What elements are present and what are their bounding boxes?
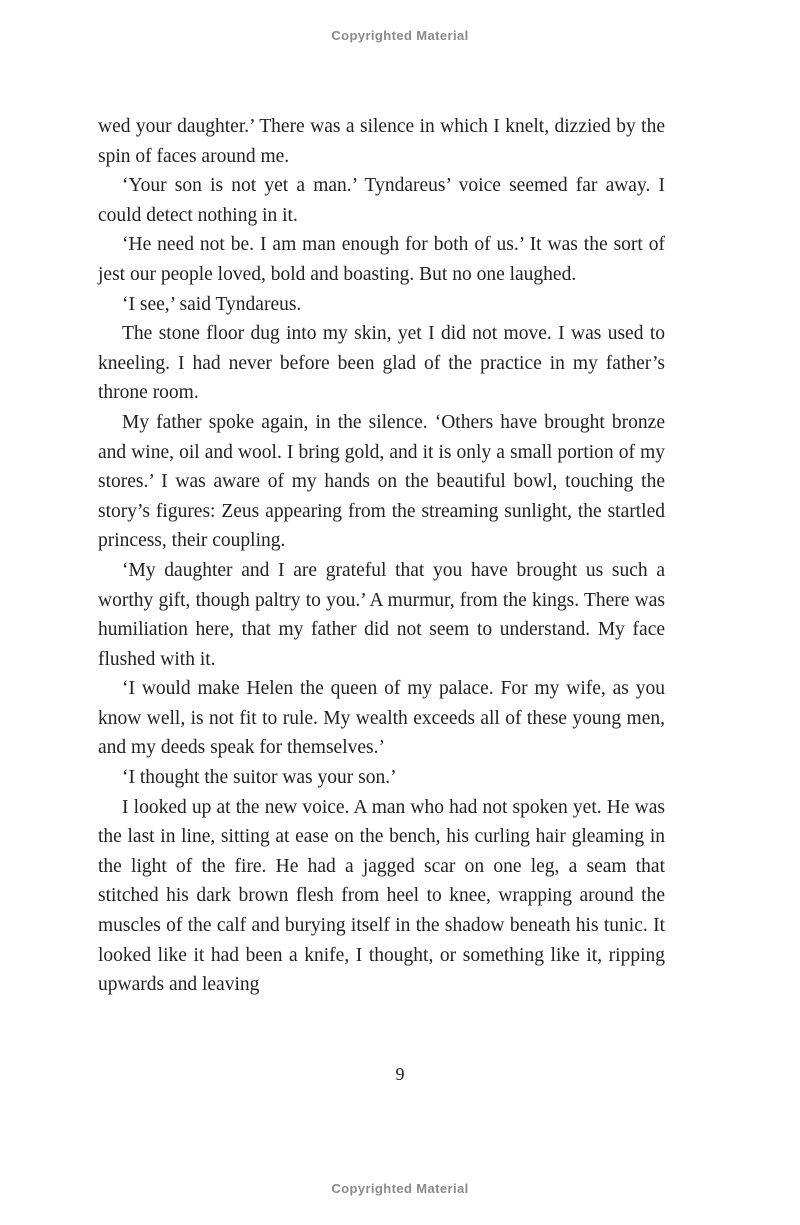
paragraph: ‘He need not be. I am man enough for both of us.’ It was the sort of jest our people loved, bold and boasting. But no one laughed. [98, 234, 665, 285]
paragraph: ‘My daughter and I are grateful that you have brought us such a worthy gift, though paltry to you.’ A murmur, from the kings. There was humiliation here, that my father did not seem to understand. My face flushed with it. [98, 559, 665, 670]
paragraph: ‘I would make Helen the queen of my palace. For my wife, as you know well, is not fit to rule. My wealth exceeds all of these young men, and my deeds speak for themselves.’ [98, 678, 665, 759]
paragraph: ‘Your son is not yet a man.’ Tyndareus’ voice seemed far away. I could detect nothing in it. [98, 175, 665, 226]
paragraph: The stone floor dug into my skin, yet I did not move. I was used to kneeling. I had never before been glad of the practice in my father’s throne room. [98, 323, 665, 404]
paragraph: ‘I thought the suitor was your son.’ [122, 767, 397, 789]
paragraph: I looked up at the new voice. A man who had not spoken yet. He was the last in line, sitting at ease on the bench, his curling hair gleaming in the light of the fire. He had a jagged scar on one leg, a seam that stitched his dark brown flesh from heel to knee, wrapping around the muscles of the calf and burying itself in the shadow beneath his tunic. It looked like it had been a knife, I thought, or something like it, ripping upwards and leaving [98, 796, 665, 996]
paragraph: My father spoke again, in the silence. ‘Others have brought bronze and wine, oil and wool. I bring gold, and it is only a small portion of my stores.’ I was aware of my hands on the beautiful bowl, touching the story’s figures: Zeus appearing from the streaming sunlight, the startled princess, their coupling. [98, 411, 665, 552]
copyright-notice-bottom: Copyrighted Material [331, 1181, 469, 1196]
page-number: 9 [395, 1064, 405, 1084]
paragraph: wed your daughter.’ There was a silence in which I knelt, dizzied by the spin of faces around me. [98, 116, 665, 167]
body-text [98, 112, 665, 1000]
copyright-notice-top: Copyrighted Material [331, 28, 469, 43]
paragraph: ‘I see,’ said Tyndareus. [122, 293, 302, 315]
